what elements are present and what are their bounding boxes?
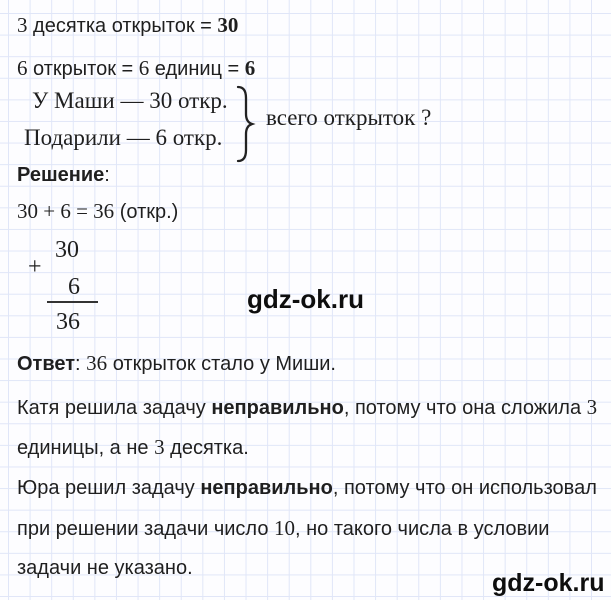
text: , потому что она сложила (343, 397, 587, 419)
yura-line-2 (17, 517, 549, 540)
number: 10 (274, 516, 296, 540)
plus-operator: + (28, 254, 42, 280)
katya-line-1 (17, 396, 597, 419)
answer-label: Ответ (17, 353, 76, 375)
result-number: 30 (217, 13, 239, 37)
addend-top: 30 (55, 237, 79, 263)
heading-label: Решение (17, 164, 105, 186)
answer-text: открыток стало у Миши. (107, 353, 336, 375)
given-line-1 (17, 14, 238, 37)
answer-colon: : (75, 353, 87, 375)
curly-brace-icon (233, 84, 257, 164)
condition-row-2: Подарили — 6 откр. (24, 125, 223, 150)
text: единиц = (149, 58, 245, 80)
answer-number: 36 (86, 351, 108, 375)
answer-line (17, 352, 336, 375)
number: 6 (138, 56, 150, 80)
solution-equation (17, 200, 178, 223)
equation-unit: (откр.) (114, 201, 179, 223)
heading-colon: : (104, 164, 110, 186)
text: единицы, а не (17, 437, 155, 459)
emphasized-word: неправильно (200, 477, 333, 499)
condition-question: всего открыток ? (266, 105, 432, 130)
text: , потому что он использовал (332, 477, 597, 499)
solution-heading (17, 164, 110, 186)
text: при решении задачи число (17, 518, 275, 540)
number: 6 (17, 56, 28, 80)
text: задачи не указано. (17, 557, 193, 579)
katya-line-2 (17, 436, 249, 459)
equation-math: 30 + 6 = 36 (17, 199, 115, 223)
text: десятка. (164, 437, 249, 459)
addition-rule-line (47, 301, 98, 303)
text: , но такого числа в условии (295, 518, 550, 540)
number: 3 (17, 13, 28, 37)
condition-row-1: У Маши — 30 откр. (32, 88, 228, 113)
result-number: 6 (244, 56, 256, 80)
watermark-corner: gdz-ok.ru (492, 569, 605, 597)
watermark-center: gdz-ok.ru (247, 284, 364, 314)
text: открыток = (27, 58, 139, 80)
text: Катя решила задачу (17, 397, 212, 419)
number: 3 (154, 435, 165, 459)
sum-value: 36 (56, 309, 80, 335)
emphasized-word: неправильно (211, 397, 344, 419)
number: 3 (586, 395, 598, 419)
yura-line-3 (17, 557, 193, 579)
text: десятка открыток = (27, 15, 218, 37)
text: Юра решил задачу (17, 477, 201, 499)
given-line-2 (17, 57, 255, 80)
yura-line-1 (17, 477, 597, 499)
addend-bottom: 6 (68, 274, 80, 300)
